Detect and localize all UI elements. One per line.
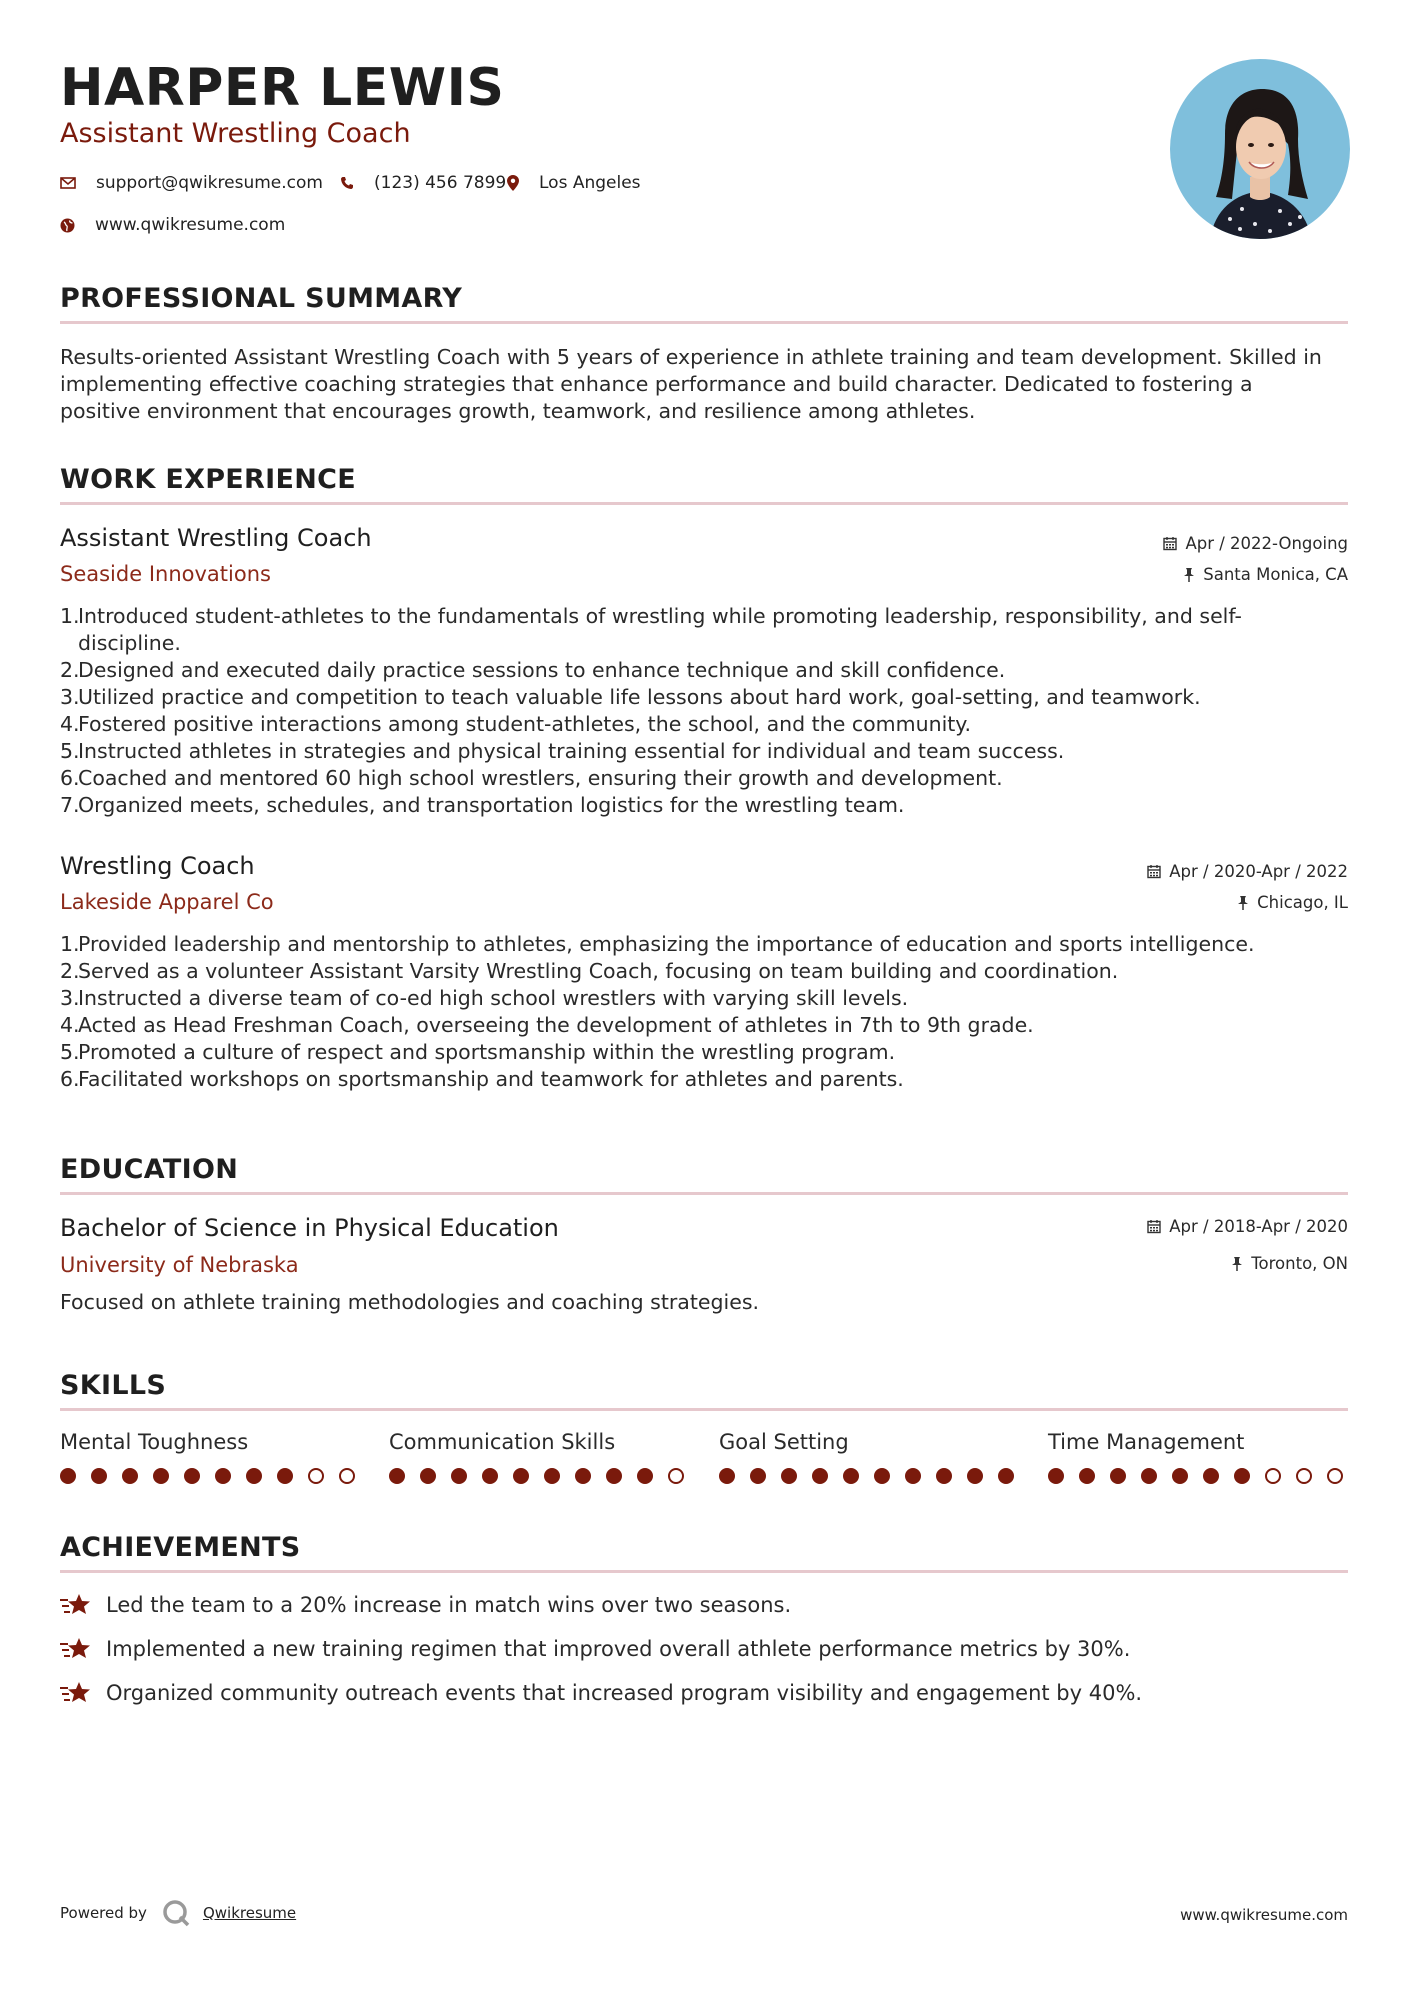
summary-line: positive environment that encourages growth, teamwork, and resilience among athletes. xyxy=(60,399,976,423)
bullet-number: 1. xyxy=(60,932,80,956)
bullet-number: 1. xyxy=(60,604,80,628)
email-text: support@qwikresume.com xyxy=(96,173,323,193)
achievement-text: Led the team to a 20% increase in match wins over two seasons. xyxy=(106,1593,792,1617)
job-dates xyxy=(1147,862,1348,881)
section-divider xyxy=(60,502,1348,505)
job-title: Assistant Wrestling Coach xyxy=(60,524,372,552)
pushpin-icon xyxy=(1231,1256,1243,1271)
contact-location xyxy=(507,173,641,193)
bullet-item xyxy=(60,1066,1348,1093)
skill-name: Goal Setting xyxy=(719,1430,849,1454)
skill-name: Mental Toughness xyxy=(60,1430,249,1454)
bullet-item xyxy=(60,765,1348,792)
bullet-number: 3. xyxy=(60,685,80,709)
rating-dot-filled xyxy=(513,1468,529,1484)
bullet-line: Promoted a culture of respect and sportsmanship within the wrestling program. xyxy=(78,1040,896,1064)
rating-dot-filled xyxy=(1141,1468,1157,1484)
bullet-line: Introduced student-athletes to the fundamentals of wrestling while promoting leadership, responsibility, and self- xyxy=(78,604,1242,628)
phone-icon xyxy=(340,176,354,190)
bullet-line: Instructed a diverse team of co-ed high school wrestlers with varying skill levels. xyxy=(78,986,909,1010)
calendar-icon xyxy=(1147,864,1161,879)
bullet-line: discipline. xyxy=(78,631,181,655)
rating-dot-filled xyxy=(874,1468,890,1484)
bullet-number: 6. xyxy=(60,766,80,790)
bullet-item xyxy=(60,931,1348,958)
bullet-line: Provided leadership and mentorship to athletes, emphasizing the importance of education and sports intelligence. xyxy=(78,932,1255,956)
summary-line: implementing effective coaching strategies that enhance performance and build character. Dedicated to fostering a xyxy=(60,372,1253,396)
rating-dot-filled xyxy=(1203,1468,1219,1484)
rating-dot-empty xyxy=(1265,1468,1281,1484)
rating-dot-filled xyxy=(905,1468,921,1484)
rating-dot-filled xyxy=(277,1468,293,1484)
section-divider xyxy=(60,1192,1348,1195)
rating-dot-filled xyxy=(1048,1468,1064,1484)
bullet-item xyxy=(60,711,1348,738)
section-divider xyxy=(60,321,1348,324)
rating-dot-filled xyxy=(153,1468,169,1484)
calendar-icon xyxy=(1147,1219,1161,1234)
bullet-line: Acted as Head Freshman Coach, overseeing the development of athletes in 7th to 9th grade. xyxy=(78,1013,1034,1037)
bullet-number: 5. xyxy=(60,1040,80,1064)
bullet-line: Coached and mentored 60 high school wrestlers, ensuring their growth and development. xyxy=(78,766,1003,790)
bullet-line: Served as a volunteer Assistant Varsity Wrestling Coach, focusing on team building and coordination. xyxy=(78,959,1119,983)
section-title-summary: PROFESSIONAL SUMMARY xyxy=(60,283,463,314)
rating-dot-filled xyxy=(781,1468,797,1484)
profile-photo xyxy=(1170,59,1350,239)
bullet-item xyxy=(60,603,1348,657)
dates-text: Apr / 2022-Ongoing xyxy=(1185,534,1348,553)
rating-dot-filled xyxy=(60,1468,76,1484)
star-icon xyxy=(60,1592,92,1618)
candidate-name: HARPER LEWIS xyxy=(60,58,505,118)
bullet-number: 4. xyxy=(60,712,80,736)
bullet-item xyxy=(60,985,1348,1012)
summary-line: Results-oriented Assistant Wrestling Coach with 5 years of experience in athlete training and team development. Skilled in xyxy=(60,345,1322,369)
rating-dot-filled xyxy=(389,1468,405,1484)
rating-dot-filled xyxy=(1172,1468,1188,1484)
job-title: Wrestling Coach xyxy=(60,852,255,880)
footer-website[interactable]: www.qwikresume.com xyxy=(1180,1906,1348,1924)
rating-dot-empty xyxy=(1296,1468,1312,1484)
bullet-line: Facilitated workshops on sportsmanship and teamwork for athletes and parents. xyxy=(78,1067,904,1091)
achievement-item xyxy=(60,1636,1130,1662)
skill-name: Time Management xyxy=(1048,1430,1245,1454)
section-divider xyxy=(60,1408,1348,1411)
location-text: Los Angeles xyxy=(539,173,641,193)
bullet-number: 7. xyxy=(60,793,80,817)
achievement-item xyxy=(60,1592,791,1618)
rating-dot-filled xyxy=(812,1468,828,1484)
contact-phone[interactable] xyxy=(340,173,506,193)
footer-powered-by xyxy=(60,1898,296,1928)
skill-rating xyxy=(719,1468,1029,1484)
section-title-education: EDUCATION xyxy=(60,1154,239,1185)
contact-website[interactable] xyxy=(60,215,285,235)
bullet-item xyxy=(60,684,1348,711)
rating-dot-filled xyxy=(122,1468,138,1484)
dates-text: Apr / 2018-Apr / 2020 xyxy=(1169,1217,1348,1236)
section-title-achievements: ACHIEVEMENTS xyxy=(60,1532,301,1563)
rating-dot-filled xyxy=(246,1468,262,1484)
achievement-text: Implemented a new training regimen that improved overall athlete performance metrics by 30%. xyxy=(106,1637,1131,1661)
rating-dot-filled xyxy=(1110,1468,1126,1484)
job-company: Lakeside Apparel Co xyxy=(60,890,274,914)
degree-title: Bachelor of Science in Physical Education xyxy=(60,1214,559,1242)
bullet-number: 6. xyxy=(60,1067,80,1091)
rating-dot-filled xyxy=(1234,1468,1250,1484)
powered-by-label: Powered by xyxy=(60,1904,147,1922)
section-divider xyxy=(60,1570,1348,1573)
bullet-item xyxy=(60,1039,1348,1066)
phone-text: (123) 456 7899 xyxy=(374,173,507,193)
rating-dot-filled xyxy=(215,1468,231,1484)
bullet-line: Organized meets, schedules, and transportation logistics for the wrestling team. xyxy=(78,793,905,817)
job-location xyxy=(1183,565,1348,584)
website-text: www.qwikresume.com xyxy=(95,215,286,235)
rating-dot-filled xyxy=(575,1468,591,1484)
skill-rating xyxy=(1048,1468,1358,1484)
pushpin-icon xyxy=(1237,895,1249,910)
bullet-item xyxy=(60,657,1348,684)
job-bullets xyxy=(60,931,1348,1093)
rating-dot-filled xyxy=(750,1468,766,1484)
achievement-item xyxy=(60,1680,1142,1706)
rating-dot-filled xyxy=(606,1468,622,1484)
envelope-icon xyxy=(60,177,76,189)
location-text: Toronto, ON xyxy=(1251,1254,1348,1273)
bullet-number: 2. xyxy=(60,658,80,682)
education-dates xyxy=(1147,1217,1348,1236)
skill-name: Communication Skills xyxy=(389,1430,616,1454)
section-title-skills: SKILLS xyxy=(60,1370,167,1401)
calendar-icon xyxy=(1163,536,1177,551)
rating-dot-filled xyxy=(843,1468,859,1484)
bullet-number: 3. xyxy=(60,986,80,1010)
rating-dot-filled xyxy=(637,1468,653,1484)
bullet-line: Designed and executed daily practice sessions to enhance technique and skill confidence. xyxy=(78,658,1006,682)
school-name: University of Nebraska xyxy=(60,1253,299,1277)
globe-icon xyxy=(60,218,75,233)
bullet-number: 5. xyxy=(60,739,80,763)
rating-dot-empty xyxy=(668,1468,684,1484)
skill-rating xyxy=(389,1468,699,1484)
star-icon xyxy=(60,1636,92,1662)
pushpin-icon xyxy=(1183,567,1195,582)
bullet-line: Fostered positive interactions among student-athletes, the school, and the community. xyxy=(78,712,972,736)
contact-email[interactable] xyxy=(60,173,323,193)
job-location xyxy=(1237,893,1348,912)
brand-link[interactable]: Qwikresume xyxy=(202,1904,297,1922)
star-icon xyxy=(60,1680,92,1706)
bullet-item xyxy=(60,792,1348,819)
section-title-experience: WORK EXPERIENCE xyxy=(60,464,356,495)
location-text: Chicago, IL xyxy=(1257,893,1348,912)
rating-dot-filled xyxy=(184,1468,200,1484)
bullet-line: Instructed athletes in strategies and physical training essential for individual and team success. xyxy=(78,739,1065,763)
location-text: Santa Monica, CA xyxy=(1203,565,1348,584)
job-bullets xyxy=(60,603,1348,819)
bullet-item xyxy=(60,738,1348,765)
bullet-line: Utilized practice and competition to teach valuable life lessons about hard work, goal-setting, and teamwork. xyxy=(78,685,1201,709)
summary-text xyxy=(60,344,1348,425)
bullet-item xyxy=(60,1012,1348,1039)
rating-dot-filled xyxy=(967,1468,983,1484)
rating-dot-filled xyxy=(91,1468,107,1484)
job-company: Seaside Innovations xyxy=(60,562,271,586)
map-pin-icon xyxy=(507,175,519,191)
bullet-item xyxy=(60,958,1348,985)
rating-dot-filled xyxy=(544,1468,560,1484)
education-location xyxy=(1231,1254,1348,1273)
education-description: Focused on athlete training methodologies and coaching strategies. xyxy=(60,1290,760,1314)
rating-dot-filled xyxy=(1079,1468,1095,1484)
rating-dot-empty xyxy=(339,1468,355,1484)
rating-dot-filled xyxy=(936,1468,952,1484)
rating-dot-empty xyxy=(308,1468,324,1484)
qwikresume-logo-icon xyxy=(161,1898,191,1928)
dates-text: Apr / 2020-Apr / 2022 xyxy=(1169,862,1348,881)
rating-dot-filled xyxy=(998,1468,1014,1484)
resume-page xyxy=(60,0,1348,1990)
rating-dot-filled xyxy=(451,1468,467,1484)
job-dates xyxy=(1163,534,1348,553)
candidate-role: Assistant Wrestling Coach xyxy=(60,118,411,149)
skill-rating xyxy=(60,1468,370,1484)
bullet-number: 2. xyxy=(60,959,80,983)
rating-dot-filled xyxy=(420,1468,436,1484)
achievement-text: Organized community outreach events that increased program visibility and engagement by 40%. xyxy=(106,1681,1143,1705)
rating-dot-filled xyxy=(482,1468,498,1484)
rating-dot-empty xyxy=(1327,1468,1343,1484)
bullet-number: 4. xyxy=(60,1013,80,1037)
rating-dot-filled xyxy=(719,1468,735,1484)
